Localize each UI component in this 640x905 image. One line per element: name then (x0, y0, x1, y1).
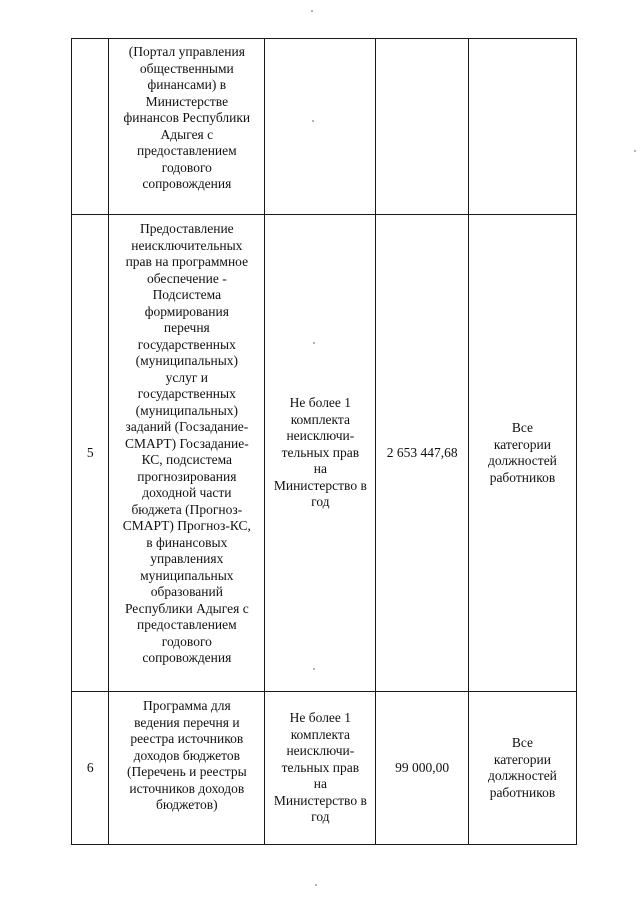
table-row (72, 692, 577, 845)
item-name-cell: Программа для ведения перечня и реестра источников доходов бюджетов (Перечень и реестры источников доходов бюджетов) (109, 692, 265, 845)
scan-speck (315, 884, 317, 886)
table-row (72, 39, 577, 215)
scan-speck (311, 10, 313, 12)
row-number-cell: 5 (72, 215, 109, 692)
quantity-cell: Не более 1 комплекта неисключи- тельных прав на Министерство в год (265, 692, 376, 845)
scan-speck (634, 150, 636, 152)
row-number-cell: 6 (72, 692, 109, 845)
category-cell (468, 39, 576, 215)
item-name-cell: (Портал управления общественными финансами) в Министерстве финансов Республики Адыгея с предоставлением годового сопровождения (109, 39, 265, 215)
price-cell: 2 653 447,68 (376, 215, 468, 692)
software-rights-table (71, 38, 577, 845)
scan-speck (313, 342, 315, 344)
price-cell: 99 000,00 (376, 692, 468, 845)
table-row (72, 215, 577, 692)
price-cell (376, 39, 468, 215)
scan-speck (313, 668, 315, 670)
quantity-cell (265, 39, 376, 215)
item-name-cell: Предоставление неисключительных прав на программное обеспечение - Подсистема формирования перечня государственных (муниципальных) услуг и государственных (муниципальных) заданий (Госзадание- СМАРТ) Госзадание- КС, подсистема прогнозирования доходной части бюджета (Прогноз- СМАРТ) Прогноз-КС, в финансовых управлениях муниципальных образований Республики Адыгея с предоставлением годового сопровождения (109, 215, 265, 692)
row-number-cell (72, 39, 109, 215)
category-cell: Все категории должностей работников (468, 692, 576, 845)
scan-speck (312, 120, 314, 122)
category-cell: Все категории должностей работников (468, 215, 576, 692)
quantity-cell: Не более 1 комплекта неисключи- тельных прав на Министерство в год (265, 215, 376, 692)
